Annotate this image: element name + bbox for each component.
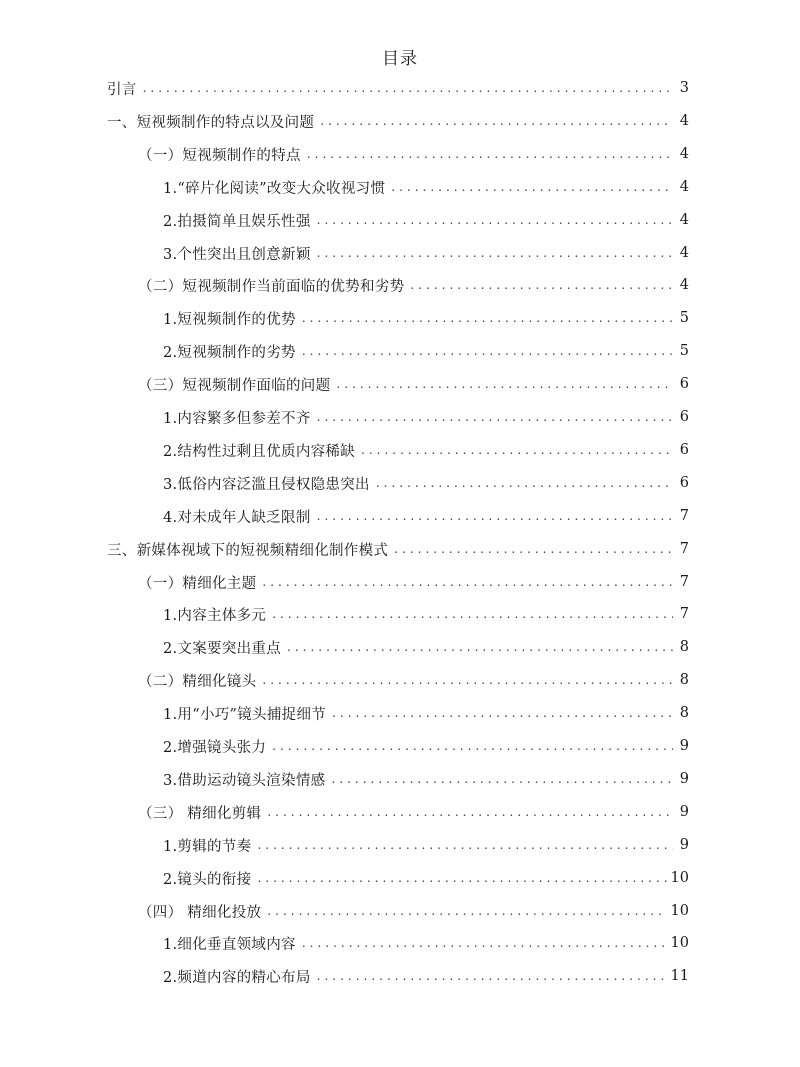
toc-leader-dots <box>302 335 673 367</box>
toc-leader-dots <box>317 204 673 236</box>
toc-entry <box>163 862 689 894</box>
toc-entry-page-number: 8 <box>679 705 689 721</box>
toc-entry-page-number: 9 <box>679 738 689 754</box>
toc-entry <box>163 500 689 532</box>
page-title: 目录 <box>382 49 418 69</box>
toc-entry-label: 3.个性突出且创意新颖 <box>163 246 311 263</box>
toc-entry-label: （三） 精细化剪辑 <box>138 805 262 822</box>
toc-entry-page-number: 4 <box>679 146 689 162</box>
toc-leader-dots <box>332 697 673 729</box>
toc-entry-page-number: 6 <box>679 409 689 425</box>
toc-entry-label: 引言 <box>107 81 137 98</box>
toc-entry <box>163 598 689 630</box>
toc-entry-page-number: 8 <box>679 639 689 655</box>
toc-entry-label: 三、新媒体视域下的短视频精细化制作模式 <box>107 542 389 559</box>
toc-leader-dots <box>317 401 673 433</box>
toc-entry <box>163 829 689 861</box>
toc-leader-dots <box>262 566 673 598</box>
toc-leader-dots <box>257 862 666 894</box>
toc-leader-dots <box>302 927 667 959</box>
toc-entry-page-number: 6 <box>679 442 689 458</box>
toc-entry-label: 一、短视频制作的特点以及问题 <box>107 114 315 131</box>
toc-leader-dots <box>317 237 673 269</box>
toc-entry-label: 2.镜头的衔接 <box>163 871 252 888</box>
toc-entry <box>163 171 689 203</box>
toc-entry-label: （二）精细化镜头 <box>138 673 257 690</box>
toc-entry-page-number: 3 <box>679 80 689 96</box>
toc-entry-label: 3.低俗内容泛滥且侵权隐患突出 <box>163 476 370 493</box>
toc-leader-dots <box>331 763 673 795</box>
toc-leader-dots <box>391 171 673 203</box>
toc-entry <box>163 927 689 959</box>
toc-entry <box>163 960 689 992</box>
toc-entry-label: 1.“碎片化阅读”改变大众收视习惯 <box>163 180 386 197</box>
toc-entry-page-number: 10 <box>670 935 689 951</box>
toc-entry <box>163 401 689 433</box>
toc-entry <box>163 697 689 729</box>
toc-entry <box>138 269 689 301</box>
toc-entry <box>107 72 689 104</box>
toc-entry-label: 1.内容繁多但参差不齐 <box>163 410 311 427</box>
toc-leader-dots <box>272 598 673 630</box>
toc-entry-label: （三）短视频制作面临的问题 <box>138 377 331 394</box>
toc-entry-label: 1.内容主体多元 <box>163 607 267 624</box>
toc-entry <box>138 664 689 696</box>
toc-leader-dots <box>376 467 673 499</box>
toc-entry-label: 2.结构性过剩且优质内容稀缺 <box>163 443 356 460</box>
toc-leader-dots <box>302 302 673 334</box>
toc-entry <box>107 105 689 137</box>
toc-entry <box>138 368 689 400</box>
toc-entry-label: 2.频道内容的精心布局 <box>163 969 311 986</box>
toc-entry-page-number: 5 <box>679 310 689 326</box>
toc-entry-label: 4.对未成年人缺乏限制 <box>163 509 311 526</box>
toc-entry-label: 3.借助运动镜头渲染情感 <box>163 772 326 789</box>
toc-entry-page-number: 9 <box>679 804 689 820</box>
toc-entry-page-number: 6 <box>679 376 689 392</box>
toc-entry <box>138 566 689 598</box>
toc-entry-page-number: 6 <box>679 475 689 491</box>
toc-entry-page-number: 9 <box>679 771 689 787</box>
toc-leader-dots <box>267 895 666 927</box>
toc-entry-label: 2.拍摄简单且娱乐性强 <box>163 213 311 230</box>
toc-entry-page-number: 7 <box>679 606 689 622</box>
toc-entry-page-number: 10 <box>670 903 689 919</box>
toc-entry-page-number: 4 <box>679 245 689 261</box>
toc-leader-dots <box>317 500 673 532</box>
toc-leader-dots <box>257 829 673 861</box>
toc-entry <box>163 302 689 334</box>
toc-entry <box>163 730 689 762</box>
toc-leader-dots <box>143 72 673 104</box>
toc-leader-dots <box>287 631 673 663</box>
toc-entry-page-number: 4 <box>679 179 689 195</box>
toc-leader-dots <box>262 664 673 696</box>
toc-entry-page-number: 5 <box>679 343 689 359</box>
toc-entry-page-number: 4 <box>679 113 689 129</box>
toc-entry-label: 2.文案要突出重点 <box>163 640 282 657</box>
toc-entry-label: （四） 精细化投放 <box>138 904 262 921</box>
toc-entry-page-number: 9 <box>679 837 689 853</box>
toc-entry-label: 2.短视频制作的劣势 <box>163 344 296 361</box>
toc-entry <box>163 631 689 663</box>
toc-entry-page-number: 4 <box>679 212 689 228</box>
toc-entry <box>163 237 689 269</box>
toc-entry <box>163 763 689 795</box>
toc-entry <box>163 434 689 466</box>
toc-leader-dots <box>272 730 673 762</box>
toc-leader-dots <box>307 138 673 170</box>
toc-leader-dots <box>336 368 673 400</box>
toc-entry-label: （二）短视频制作当前面临的优势和劣势 <box>138 278 405 295</box>
toc-entry-page-number: 10 <box>670 870 689 886</box>
toc-entry-page-number: 7 <box>679 541 689 557</box>
toc-entry <box>163 204 689 236</box>
toc-entry-page-number: 7 <box>679 508 689 524</box>
toc-entry-label: 1.细化垂直领域内容 <box>163 936 296 953</box>
toc-entry-page-number: 7 <box>679 574 689 590</box>
toc-entry <box>138 895 689 927</box>
toc-entry-page-number: 8 <box>679 672 689 688</box>
toc-entry <box>138 138 689 170</box>
toc-entry <box>163 467 689 499</box>
toc-entry-label: 1.用“小巧”镜头捕捉细节 <box>163 706 327 723</box>
toc-entry-label: 2.增强镜头张力 <box>163 739 267 756</box>
toc-entry-page-number: 11 <box>670 968 689 984</box>
toc-entry-label: （一）精细化主题 <box>138 575 257 592</box>
toc-entry-label: 1.短视频制作的优势 <box>163 311 296 328</box>
toc-entry <box>138 796 689 828</box>
toc-entry-page-number: 4 <box>679 277 689 293</box>
toc-leader-dots <box>320 105 673 137</box>
toc-leader-dots <box>317 960 667 992</box>
toc-leader-dots <box>394 533 673 565</box>
toc-leader-dots <box>410 269 673 301</box>
toc-entry-label: 1.剪辑的节奏 <box>163 838 252 855</box>
toc-entry-label: （一）短视频制作的特点 <box>138 147 301 164</box>
toc-entry <box>163 335 689 367</box>
toc-leader-dots <box>361 434 673 466</box>
toc-leader-dots <box>267 796 673 828</box>
toc-entry <box>107 533 689 565</box>
